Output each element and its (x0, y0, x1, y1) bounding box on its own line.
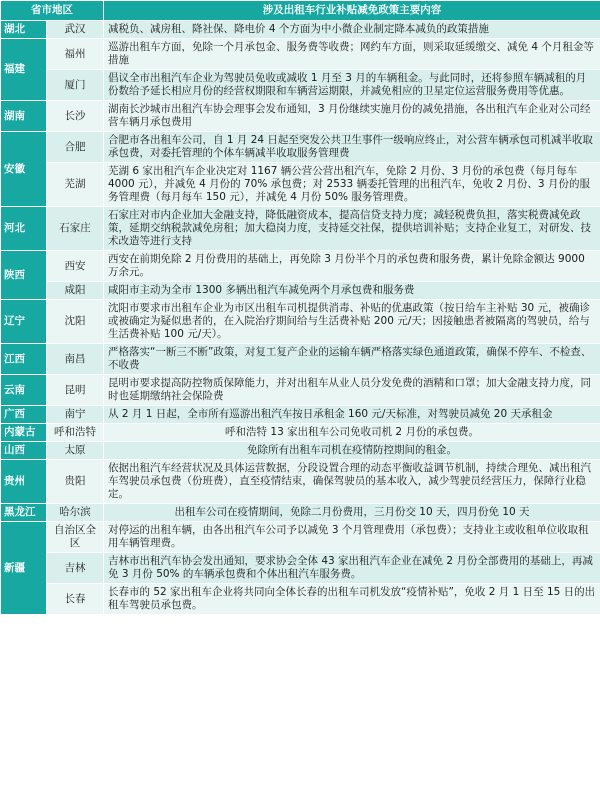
policy-content-cell: 咸阳市主动为全市 1300 多辆出租汽车减免两个月承包费和服务费 (104, 282, 600, 300)
city-cell: 沈阳 (47, 300, 104, 344)
table-row (1, 424, 600, 442)
table-row (1, 442, 600, 460)
city-cell: 长沙 (47, 101, 104, 132)
province-cell: 新疆 (1, 522, 47, 615)
city-cell: 长春 (47, 584, 104, 615)
policy-content-cell: 湖南长沙城市出租汽车协会理事会发布通知，3 月份继续实施月份的减免措施，各出租汽车企业对公司经营车辆月承包费用 (104, 101, 600, 132)
city-cell: 福州 (47, 39, 104, 70)
policy-content-cell: 巡游出租车方面，免除一个月承包金、服务费等收费；网约车方面，则采取延缓缴交、减免 4 个月租金等措施 (104, 39, 600, 70)
policy-content-cell: 免除所有出租车司机在疫情防控期间的租金。 (104, 442, 600, 460)
table-row (1, 163, 600, 207)
policy-content-cell: 出租车公司在疫情期间，免除二月份费用，三月份交 10 天，四月份免 10 天 (104, 504, 600, 522)
city-cell: 石家庄 (47, 207, 104, 251)
province-cell: 云南 (1, 375, 47, 406)
policy-content-cell: 昆明市要求提高防控物质保障能力，并对出租车从业人员分发免费的酒精和口罩；加大金融支持力度，同时也延期缴纳社会保险费 (104, 375, 600, 406)
policy-content-cell: 西安在前期免除 2 月份费用的基础上，再免除 3 月份半个月的承包费和服务费，累计免除金额达 9000 万余元。 (104, 251, 600, 282)
city-cell: 西安 (47, 251, 104, 282)
city-cell: 吉林 (47, 553, 104, 584)
city-cell: 呼和浩特 (47, 424, 104, 442)
table-row (1, 39, 600, 70)
policy-content-cell: 依据出租汽车经营状况及具体运营数据，分段设置合理的动态平衡收益调节机制，持续合理免、减出租汽车驾驶员承包费（份班费），直至疫情结束，确保驾驶员的基本收入，减少驾驶员经营压力，保障行业稳定。 (104, 460, 600, 504)
policy-content-cell: 沈阳市要求市出租车企业为市区出租车司机提供消毒、补贴的优惠政策（按日给车主补贴 30 元，被确诊或被确定为疑似患者的，在入院治疗期间给与生活费补贴 200 元/天；因接触患者被隔离的驾驶员，给与生活费补贴 100 元/天）。 (104, 300, 600, 344)
city-cell: 武汉 (47, 21, 104, 39)
table-row (1, 132, 600, 163)
province-cell: 江西 (1, 344, 47, 375)
table-row (1, 553, 600, 584)
province-cell: 安徽 (1, 132, 47, 207)
province-cell: 山西 (1, 442, 47, 460)
city-cell: 昆明 (47, 375, 104, 406)
header-province: 省市地区 (1, 1, 104, 21)
table-row (1, 584, 600, 615)
city-cell: 自治区全区 (47, 522, 104, 553)
province-cell: 湖北 (1, 21, 47, 39)
policy-content-cell: 吉林市出租汽车协会发出通知，要求协会全体 43 家出租汽车企业在减免 2 月份全部费用的基础上，再减免 3 月份 50% 的车辆承包费和个体出租汽车服务费。 (104, 553, 600, 584)
table-row (1, 375, 600, 406)
table-row (1, 282, 600, 300)
table-row (1, 207, 600, 251)
policy-content-cell: 芜湖 6 家出租汽车企业决定对 1167 辆公营公营出租汽车，免除 2 月份、3 月份的承包费（每月每车 4000 元），并减免 4 月份的 70% 承包费；对 2533 辆委托管理的出租汽车，免收 2 月份、3 月份的服务管理费（每月每车 150 元），并减免 4 月份 50% 服务管理费。 (104, 163, 600, 207)
city-cell: 南昌 (47, 344, 104, 375)
policy-content-cell: 对停运的出租车辆，由各出租汽车公司予以减免 3 个月管理费用（承包费）；支持业主或收租单位收取租用车辆管理费。 (104, 522, 600, 553)
city-cell: 哈尔滨 (47, 504, 104, 522)
table-row (1, 300, 600, 344)
city-cell: 贵阳 (47, 460, 104, 504)
city-cell: 咸阳 (47, 282, 104, 300)
city-cell: 合肥 (47, 132, 104, 163)
table-row (1, 21, 600, 39)
province-cell: 广西 (1, 406, 47, 424)
province-cell: 内蒙古 (1, 424, 47, 442)
policy-content-cell: 倡议全市出租汽车企业为驾驶员免收或减收 1 月至 3 月的车辆租金。与此同时，还将参照车辆减租的月份数给予延长相应月份的经营权期限和车辆营运期限，并减免相应的卫星定位运营服务费用等优惠。 (104, 70, 600, 101)
province-cell: 湖南 (1, 101, 47, 132)
table-row (1, 101, 600, 132)
city-cell: 厦门 (47, 70, 104, 101)
policy-content-cell: 减税负、减房租、降社保、降电价 4 个方面为中小微企业制定降本减负的政策措施 (104, 21, 600, 39)
province-cell: 辽宁 (1, 300, 47, 344)
table-row (1, 504, 600, 522)
province-cell: 陕西 (1, 251, 47, 300)
policy-content-cell: 严格落实“一断三不断”政策，对复工复产企业的运输车辆严格落实绿色通道政策，确保不停车、不检查、不收费 (104, 344, 600, 375)
table-row (1, 251, 600, 282)
policy-content-cell: 石家庄对市内企业加大金融支持，降低融资成本，提高信贷支持力度；减轻税费负担，落实税费减免政策，延期交纳税款减免房租；加大稳岗力度，支持延交社保，提供培训补贴；支持企业复工，对研发、技术改造等进行支持 (104, 207, 600, 251)
table-row (1, 70, 600, 101)
table-row (1, 344, 600, 375)
header-content: 涉及出租车行业补贴减免政策主要内容 (104, 1, 600, 21)
header-row (1, 1, 600, 21)
province-cell: 黑龙江 (1, 504, 47, 522)
table-row (1, 406, 600, 424)
province-cell: 福建 (1, 39, 47, 101)
policy-content-cell: 从 2 月 1 日起，全市所有巡游出租汽车按日承租金 160 元/天标准，对驾驶员减免 20 天承租金 (104, 406, 600, 424)
city-cell: 芜湖 (47, 163, 104, 207)
policy-content-cell: 呼和浩特 13 家出租车公司免收司机 2 月份的承包费。 (104, 424, 600, 442)
table-body (1, 21, 600, 615)
province-cell: 河北 (1, 207, 47, 251)
city-cell: 南宁 (47, 406, 104, 424)
policy-content-cell: 长春市的 52 家出租车企业将共同向全体长春的出租车司机发放“疫情补贴”，免收 2 月 1 日至 15 日的出租车驾驶员承包费。 (104, 584, 600, 615)
policy-content-cell: 合肥市各出租车公司，自 1 月 24 日起至突发公共卫生事件一级响应终止，对公营车辆承包司机减半收取承包费，对委托管理的个体车辆减半收取服务管理费 (104, 132, 600, 163)
province-cell: 贵州 (1, 460, 47, 504)
table-row (1, 460, 600, 504)
city-cell: 太原 (47, 442, 104, 460)
table-row (1, 522, 600, 553)
